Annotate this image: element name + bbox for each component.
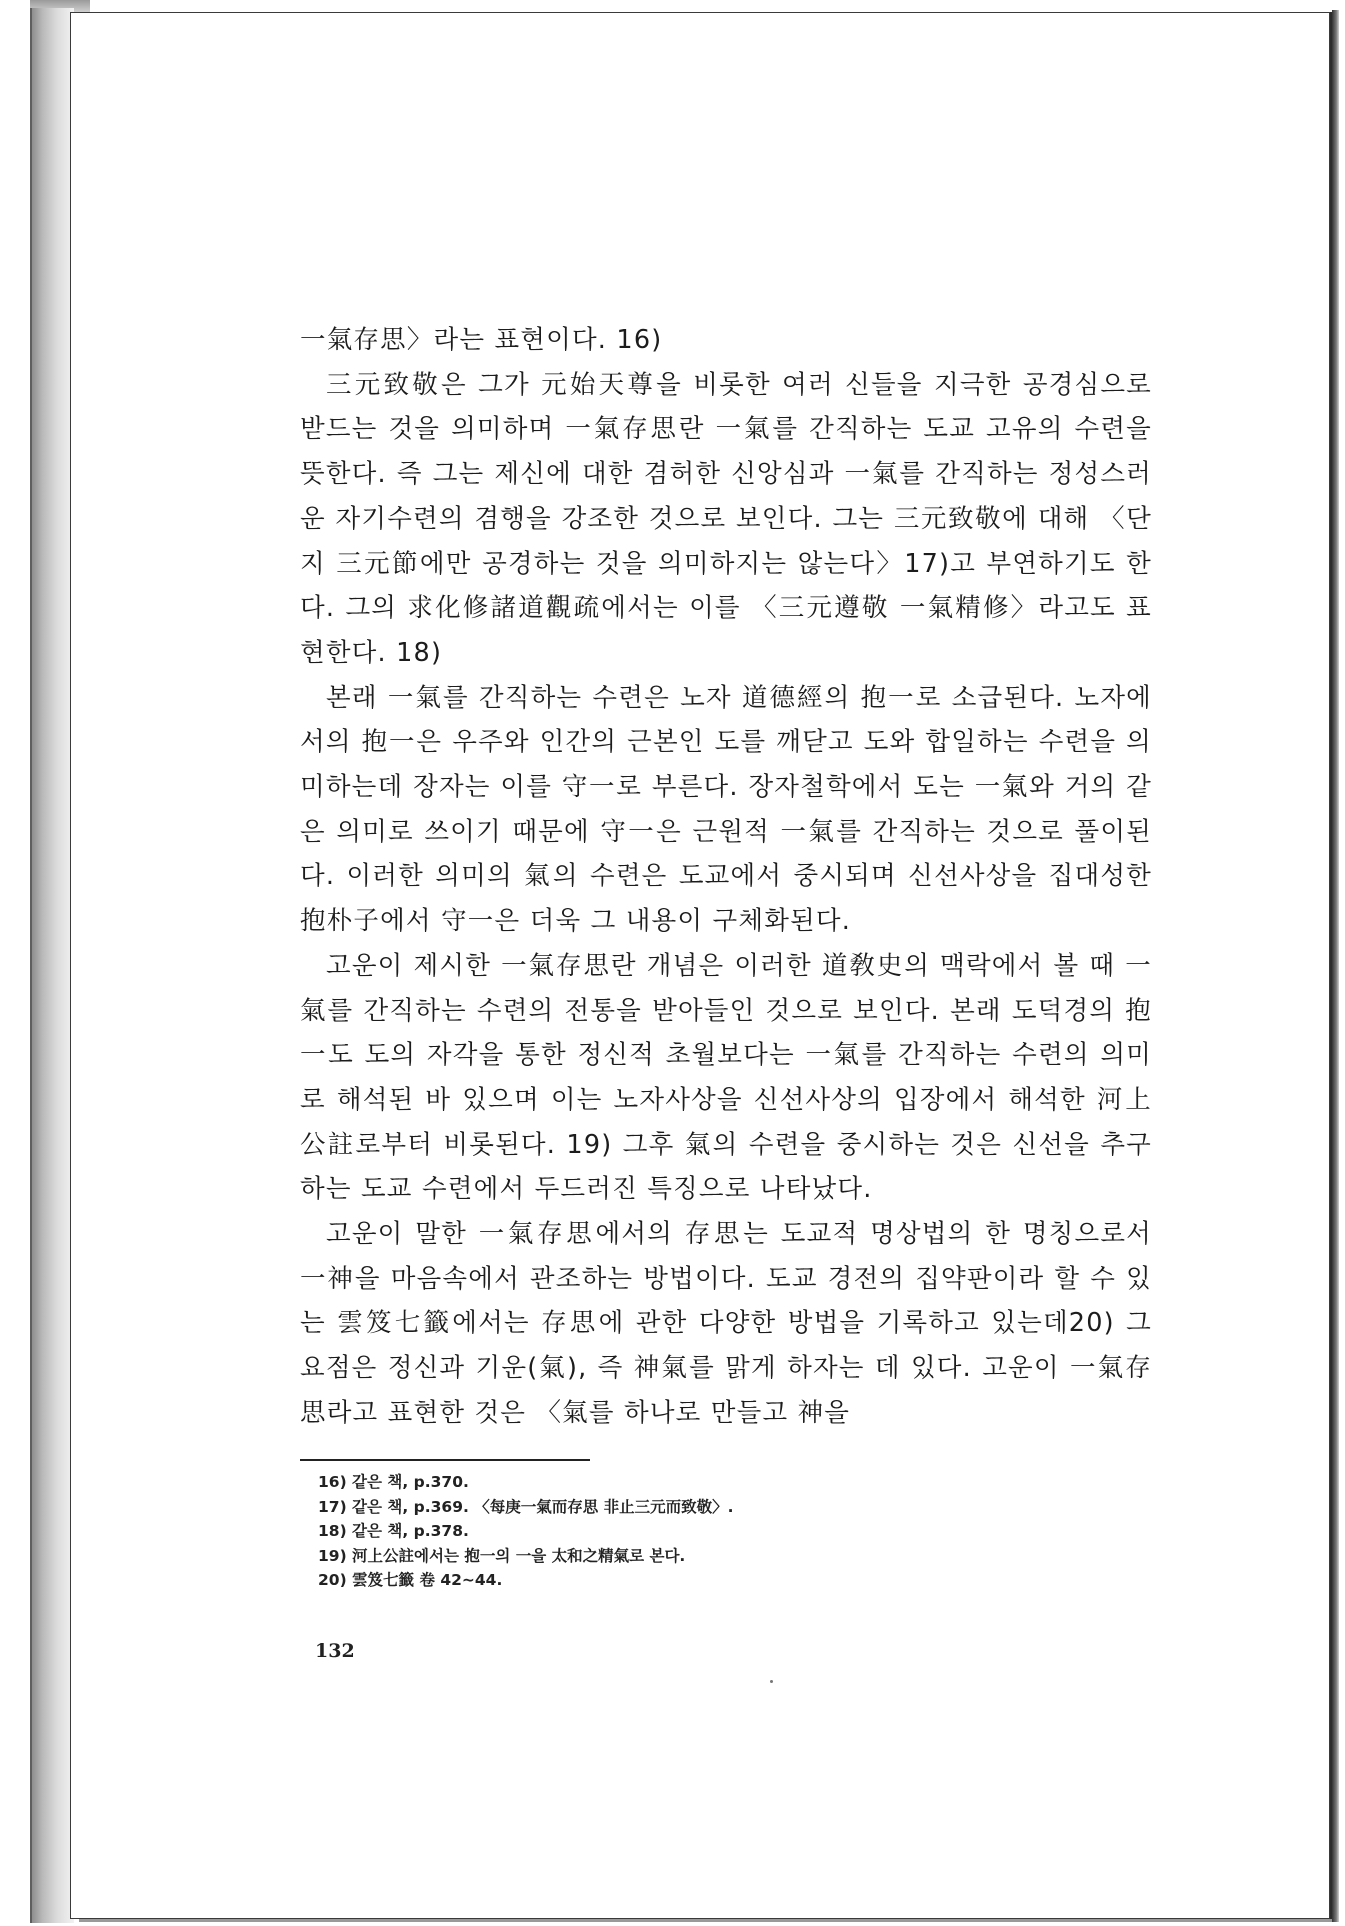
paragraph: 고운이 제시한 一氣存思란 개념은 이러한 道敎史의 맥락에서 볼 때 一氣를 간직하는 수련의 전통을 받아들인 것으로 보인다. 본래 도덕경의 抱一도 도의 자각을 통한 정신적 초월보다는 一氣를 간직하는 수련의 의미로 해석된 바 있으며 이는 노자사상을 신선사상의 입장에서 해석한 河上公註로부터 비롯된다. 19) 그후 氣의 수련을 중시하는 것은 신선을 추구하는 도교 수련에서 두드러진 특징으로 나타났다.: [300, 950, 1152, 1205]
paragraph: 고운이 말한 一氣存思에서의 存思는 도교적 명상법의 한 명칭으로서 一神을 마음속에서 관조하는 방법이다. 도교 경전의 집약판이라 할 수 있는 雲笈七籤에서는 存思에 관한 다양한 방법을 기록하고 있는데20) 그 요점은 정신과 기운(氣), 즉 神氣를 맑게 하자는 데 있다. 고운이 一氣存思라고 표현한 것은 〈氣를 하나로 만들고 神을: [300, 1219, 1152, 1428]
page-number: 132: [315, 1640, 355, 1662]
scan-speck: [770, 1680, 773, 1683]
footnote: 20) 雲笈七籤 卷 42~44.: [318, 1571, 503, 1590]
footnote: 18) 같은 책, p.378.: [318, 1522, 469, 1541]
book-spine-shadow: [30, 8, 74, 1923]
page-right-edge: [1332, 10, 1339, 1922]
footnote: 17) 같은 책, p.369. 〈每庚一氣而存思 非止三元而致敬〉.: [318, 1497, 734, 1516]
footnote-separator: [300, 1459, 590, 1461]
footnotes: [318, 1470, 1138, 1593]
footnote: 19) 河上公註에서는 抱一의 一을 太和之精氣로 본다.: [318, 1546, 686, 1565]
footnote: 16) 같은 책, p.370.: [318, 1473, 469, 1491]
paragraph: 一氣存思〉라는 표현이다. 16): [300, 325, 663, 355]
paragraph: 三元致敬은 그가 元始天尊을 비롯한 여러 신들을 지극한 공경심으로 받드는 것을 의미하며 一氣存思란 一氣를 간직하는 도교 고유의 수련을 뜻한다. 즉 그는 제신에 대한 겸허한 신앙심과 一氣를 간직하는 정성스러운 자기수련의 겸행을 강조한 것으로 보인다. 그는 三元致敬에 대해 〈단지 三元節에만 공경하는 것을 의미하지는 않는다〉17)고 부연하기도 한다. 그의 求化修諸道觀疏에서는 이를 〈三元遵敬 一氣精修〉라고도 표현한다. 18): [300, 369, 1152, 668]
paragraph: 본래 一氣를 간직하는 수련은 노자 道德經의 抱一로 소급된다. 노자에서의 抱一은 우주와 인간의 근본인 도를 깨닫고 도와 합일하는 수련을 의미하는데 장자는 이를 守一로 부른다. 장자철학에서 도는 一氣와 거의 같은 의미로 쓰이기 때문에 守一은 근원적 一氣를 간직하는 것으로 풀이된다. 이러한 의미의 氣의 수련은 도교에서 중시되며 신선사상을 집대성한 抱朴子에서 守一은 더욱 그 내용이 구체화된다.: [300, 682, 1152, 937]
body-text: [300, 318, 1152, 1436]
